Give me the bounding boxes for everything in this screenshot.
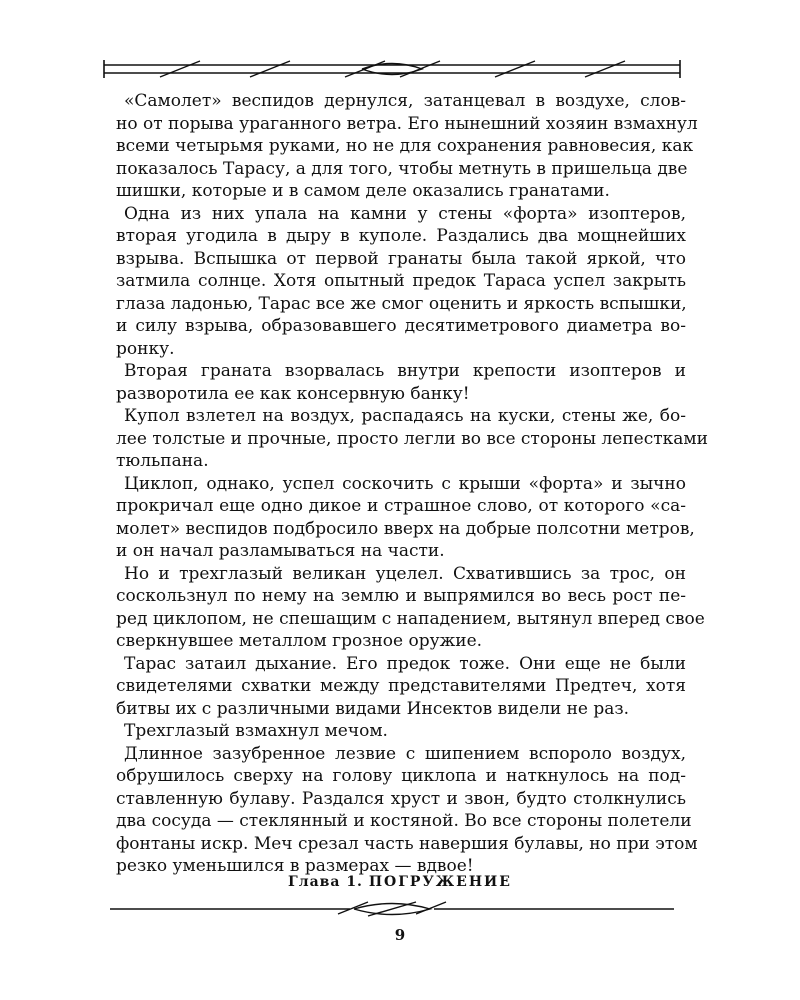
- paragraph: [116, 203, 686, 361]
- top-ornament-divider-icon: [100, 56, 684, 82]
- page-number: 9: [394, 926, 406, 944]
- text-line: глаза ладонью, Тарас все же смог оценить и яркость вспышки,: [116, 293, 687, 314]
- text-line: сверкнувшее металлом грозное оружие.: [116, 631, 483, 651]
- text-line: и силу взрыва, образовавшего десятиметрового диаметра во-: [116, 316, 686, 336]
- text-line: Вторая граната взорвалась внутри крепости изоптеров и: [124, 361, 686, 381]
- text-line: Трехглазый взмахнул мечом.: [124, 721, 388, 741]
- text-line: молет» веспидов подбросило вверх на добрые полсотни метров,: [116, 518, 695, 539]
- text-line: Одна из них упала на камни у стены «форта» изоптеров,: [124, 203, 686, 224]
- text-line: фонтаны искр. Меч срезал часть навершия булавы, но при этом: [116, 833, 698, 854]
- text-line: битвы их с различными видами Инсектов видели не раз.: [116, 698, 630, 719]
- paragraph: [116, 473, 695, 563]
- text-line: и он начал разламываться на части.: [116, 541, 445, 561]
- paragraph: [116, 405, 708, 473]
- text-line: Циклоп, однако, успел соскочить с крыши «форта» и зычно: [124, 473, 686, 494]
- text-line: шишки, которые и в самом деле оказались гранатами.: [116, 181, 610, 201]
- text-line: вторая угодила в дыру в куполе. Раздались два мощнейших: [116, 226, 686, 246]
- paragraph: [116, 563, 705, 653]
- text-line: затмила солнце. Хотя опытный предок Тараса успел закрыть: [116, 271, 686, 291]
- paragraph: [116, 653, 686, 721]
- paragraph: [116, 360, 686, 405]
- text-line: Длинное зазубренное лезвие с шипением вспороло воздух,: [124, 743, 686, 764]
- text-line: тюльпана.: [116, 451, 209, 471]
- text-line: Тарас затаил дыхание. Его предок тоже. Они еще не были: [124, 653, 686, 674]
- paragraph: [116, 743, 698, 878]
- text-line: разворотила ее как консервную банку!: [116, 383, 470, 404]
- text-line: прокричал еще одно дикое и страшное слово, от которого «са-: [116, 496, 686, 516]
- text-line: лее толстые и прочные, просто легли во все стороны лепестками: [116, 428, 708, 449]
- text-line: взрыва. Вспышка от первой гранаты была такой яркой, что: [116, 248, 686, 269]
- text-line: свидетелями схватки между представителями Предтеч, хотя: [116, 676, 686, 696]
- text-line: два сосуда — стеклянный и костяной. Во все стороны полетели: [116, 811, 692, 831]
- text-line: ставленную булаву. Раздался хруст и звон, будто столкнулись: [116, 788, 686, 809]
- chapter-name: ПОГРУЖЕНИЕ: [368, 874, 512, 890]
- bottom-ornament-divider-icon: [110, 898, 674, 920]
- text-line: показалось Тарасу, а для того, чтобы метнуть в пришельца две: [116, 158, 688, 179]
- text-line: резко уменьшился в размерах — вдвое!: [116, 856, 474, 876]
- text-line: «Самолет» веспидов дернулся, затанцевал в воздухе, слов-: [124, 91, 686, 111]
- text-line: ронку.: [116, 338, 175, 359]
- paragraph: [116, 720, 686, 743]
- text-line: ред циклопом, не спешащим с нападением, вытянул вперед свое: [116, 608, 705, 629]
- text-line: соскользнул по нему на землю и выпрямился во весь рост пе-: [116, 586, 686, 606]
- text-line: но от порыва ураганного ветра. Его нынешний хозяин взмахнул: [116, 113, 698, 134]
- text-line: Купол взлетел на воздух, распадаясь на куски, стены же, бо-: [124, 406, 686, 426]
- text-line: обрушилось сверху на голову циклопа и наткнулось на под-: [116, 766, 686, 786]
- text-line: Но и трехглазый великан уцелел. Схватившись за трос, он: [124, 563, 686, 584]
- body-text: [116, 90, 708, 878]
- paragraph: [116, 90, 698, 203]
- chapter-label: Глава 1.: [288, 874, 363, 890]
- running-footer: [0, 874, 800, 890]
- text-line: всеми четырьмя руками, но не для сохранения равновесия, как: [116, 136, 694, 156]
